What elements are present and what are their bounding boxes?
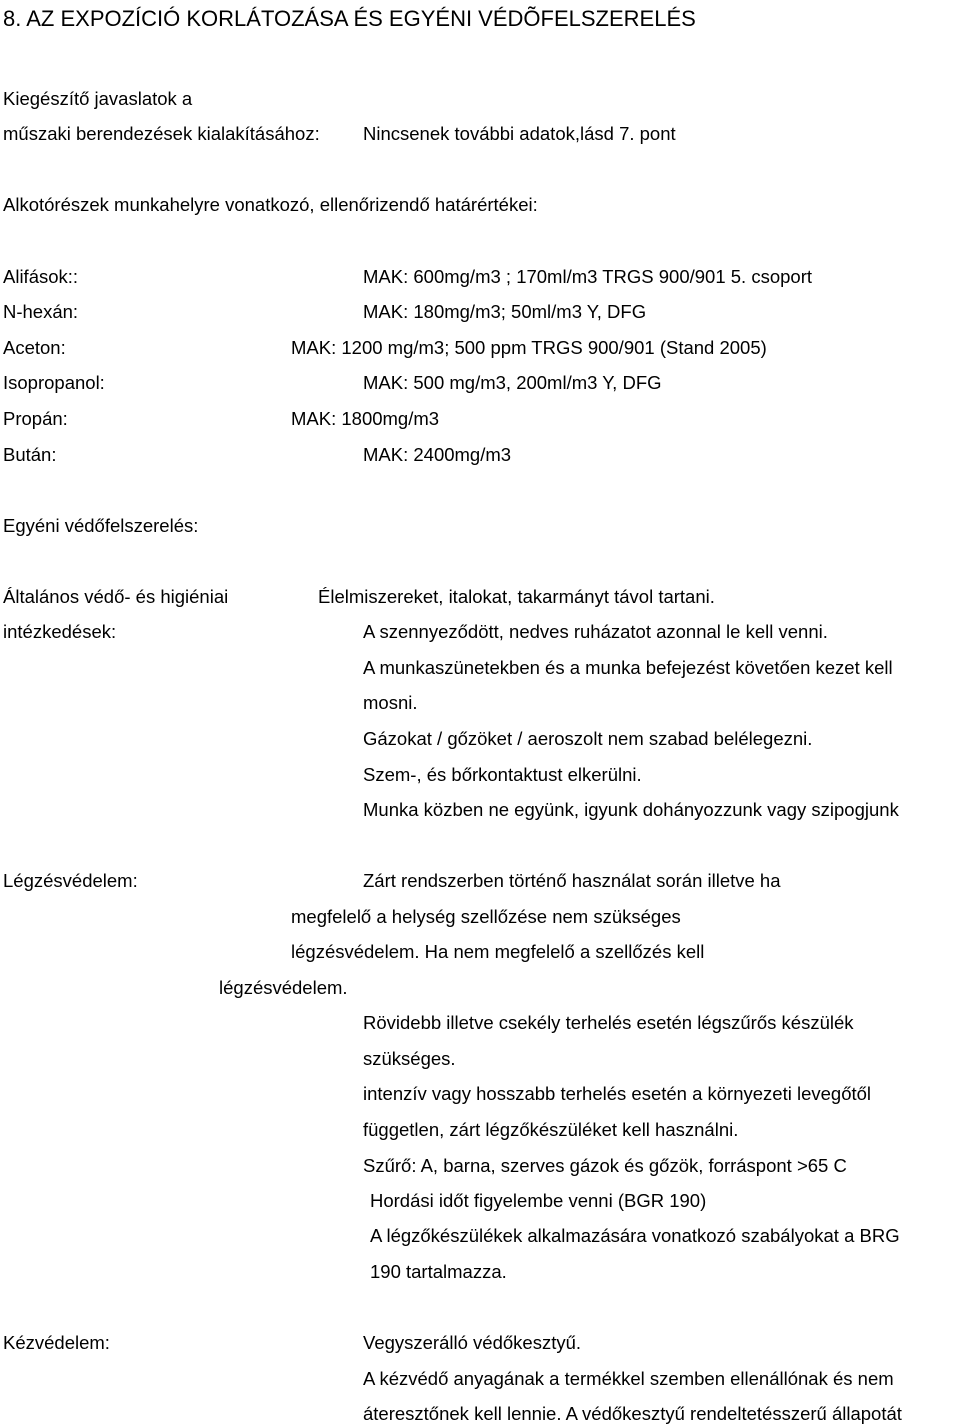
respiratory-line: 190 tartalmazza. xyxy=(370,1261,507,1282)
hand-line: A kézvédő anyagának a termékkel szemben ellenállónak és nem xyxy=(363,1368,894,1389)
respiratory-line: intenzív vagy hosszabb terhelés esetén a környezeti levegőtől xyxy=(363,1083,872,1104)
respiratory-label: Légzésvédelem: xyxy=(3,870,138,891)
limit-name: Aceton: xyxy=(3,337,66,358)
limit-value: MAK: 500 mg/m3, 200ml/m3 Y, DFG xyxy=(363,372,662,393)
limit-value: MAK: 600mg/m3 ; 170ml/m3 TRGS 900/901 5. csoport xyxy=(363,266,813,287)
respiratory-line: Zárt rendszerben történő használat során illetve ha xyxy=(363,870,781,891)
section-title: 8. AZ EXPOZÍCIÓ KORLÁTOZÁSA ÉS EGYÉNI VÉDÕFELSZERELÉS xyxy=(3,6,696,31)
respiratory-line: légzésvédelem. Ha nem megfelelő a szellőzés kell xyxy=(291,941,705,962)
general-line: Gázokat / gőzöket / aeroszolt nem szabad belélegezni. xyxy=(363,728,813,749)
general-line: Munka közben ne együnk, igyunk dohányozzunk vagy szipogjunk xyxy=(363,799,899,820)
general-line: Élelmiszereket, italokat, takarmányt távol tartani. xyxy=(318,586,715,607)
limit-value: MAK: 2400mg/m3 xyxy=(363,444,512,465)
limit-name: Isopropanol: xyxy=(3,372,105,393)
limit-value: MAK: 180mg/m3; 50ml/m3 Y, DFG xyxy=(363,301,647,322)
ppe-heading: Egyéni védőfelszerelés: xyxy=(3,515,199,536)
general-line: A szennyeződött, nedves ruházatot azonnal le kell venni. xyxy=(363,621,828,642)
general-line: A munkaszünetekben és a munka befejezést követően kezet kell xyxy=(363,657,893,678)
limit-name: Alifások:: xyxy=(3,266,79,287)
respiratory-line: megfelelő a helység szellőzése nem szükséges xyxy=(291,906,681,927)
limit-name: N-hexán: xyxy=(3,301,79,322)
hand-label: Kézvédelem: xyxy=(3,1332,110,1353)
hand-line: áteresztőnek kell lennie. A védőkesztyű rendeltetésszerű állapotát xyxy=(363,1403,902,1424)
intro-line-2-label: műszaki berendezések kialakításához: xyxy=(3,123,320,144)
respiratory-line: légzésvédelem. xyxy=(219,977,348,998)
limits-heading: Alkotórészek munkahelyre vonatkozó, ellenőrizendő határértékei: xyxy=(3,194,538,215)
limit-name: Bután: xyxy=(3,444,57,465)
respiratory-line: Hordási időt figyelembe venni (BGR 190) xyxy=(370,1190,707,1211)
intro-line-1: Kiegészítő javaslatok a xyxy=(3,88,193,109)
hand-line: Vegyszerálló védőkesztyű. xyxy=(363,1332,582,1353)
respiratory-line: A légzőkészülékek alkalmazására vonatkozó szabályokat a BRG xyxy=(370,1225,900,1246)
respiratory-line: Szűrő: A, barna, szerves gázok és gőzök, forráspont >65 C xyxy=(363,1155,847,1176)
limit-value: MAK: 1200 mg/m3; 500 ppm TRGS 900/901 (Stand 2005) xyxy=(291,337,767,358)
general-line: mosni. xyxy=(363,692,418,713)
general-label-line-1: Általános védő- és higiéniai xyxy=(3,586,229,607)
limit-name: Propán: xyxy=(3,408,68,429)
respiratory-line: szükséges. xyxy=(363,1048,456,1069)
respiratory-line: Rövidebb illetve csekély terhelés esetén légszűrős készülék xyxy=(363,1012,854,1033)
general-label-line-2: intézkedések: xyxy=(3,621,117,642)
general-line: Szem-, és bőrkontaktust elkerülni. xyxy=(363,764,642,785)
respiratory-line: független, zárt légzőkészüléket kell használni. xyxy=(363,1119,739,1140)
intro-line-2-value: Nincsenek további adatok,lásd 7. pont xyxy=(363,123,676,144)
limit-value: MAK: 1800mg/m3 xyxy=(291,408,440,429)
